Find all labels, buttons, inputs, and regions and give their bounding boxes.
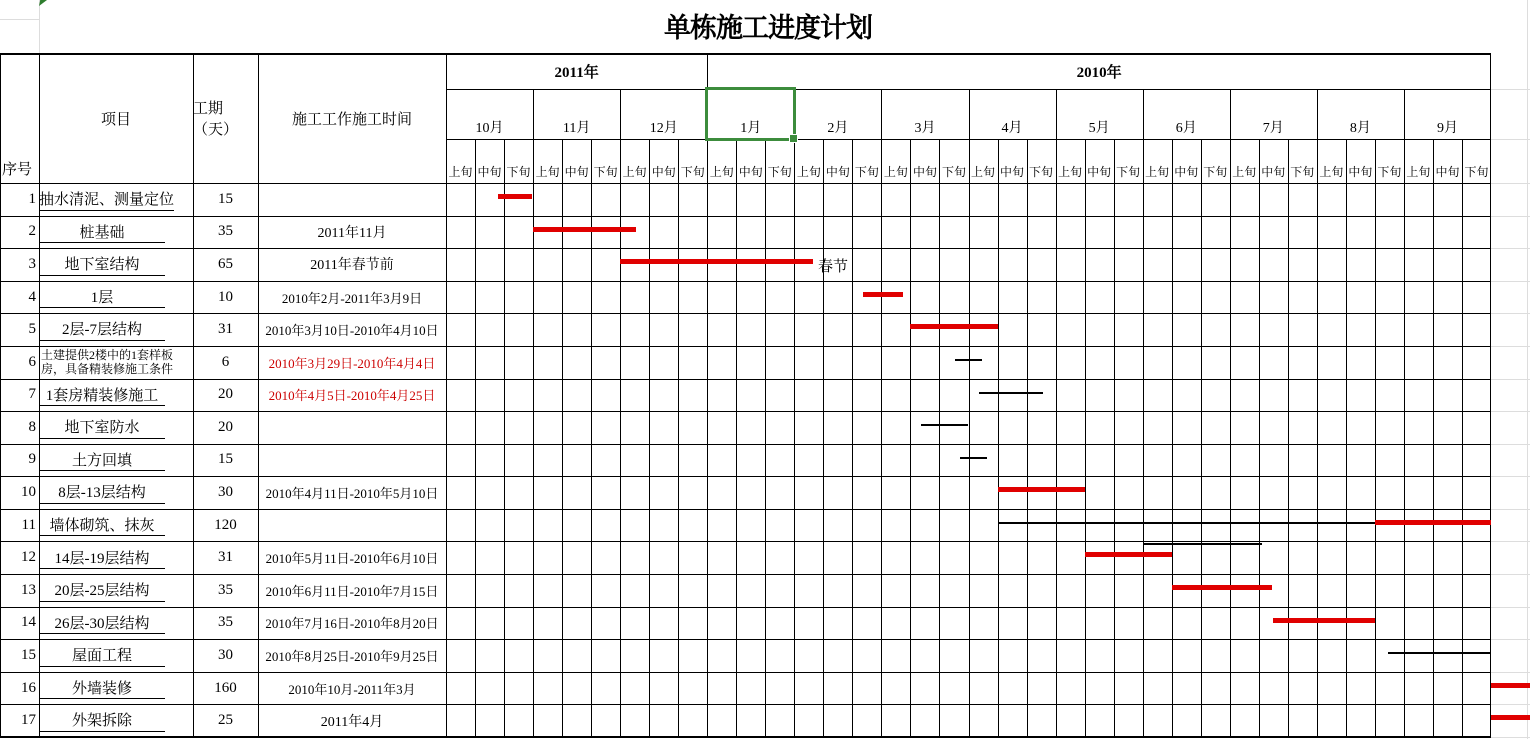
project-label: 1套房精装修施工 xyxy=(39,388,165,407)
month-header[interactable]: 12月 xyxy=(649,121,678,136)
period-header[interactable]: 上旬 xyxy=(796,165,821,179)
row-duration[interactable]: 35 xyxy=(218,581,233,598)
row-seq[interactable]: 16 xyxy=(21,679,36,696)
project-label: 墙体砌筑、抹灰 xyxy=(39,518,165,537)
row-time[interactable]: 2011年春节前 xyxy=(310,258,394,274)
gantt-bar-black xyxy=(979,392,1043,394)
margin-gridline xyxy=(1527,0,1528,739)
row-time[interactable]: 2010年8月25日-2010年9月25日 xyxy=(265,649,439,665)
row-time[interactable]: 2010年3月29日-2010年4月4日 xyxy=(268,355,436,371)
row-project[interactable] xyxy=(39,639,193,672)
col-header-time[interactable]: 施工工作施工时间 xyxy=(291,111,412,128)
period-header[interactable]: 上旬 xyxy=(1232,165,1257,179)
row-seq[interactable]: 11 xyxy=(21,516,36,533)
row-seq[interactable]: 6 xyxy=(28,353,36,370)
gridline xyxy=(1230,89,1231,737)
month-header[interactable]: 4月 xyxy=(1001,121,1023,136)
margin-gridline xyxy=(1491,639,1530,640)
gantt-bar-black xyxy=(921,424,969,426)
gridline xyxy=(1288,139,1289,737)
row-duration[interactable]: 30 xyxy=(218,484,233,501)
row-time[interactable]: 2010年2月-2011年3月9日 xyxy=(281,290,423,306)
project-label: 屋面工程 xyxy=(39,648,165,667)
gantt-bar-red xyxy=(498,194,531,199)
col-header-duration[interactable]: 工期（天） xyxy=(193,101,239,138)
row-project[interactable] xyxy=(39,476,193,509)
row-duration[interactable]: 35 xyxy=(218,223,233,240)
month-header[interactable]: 2月 xyxy=(827,121,849,136)
row-project[interactable] xyxy=(39,541,193,574)
period-header[interactable]: 下旬 xyxy=(1203,165,1228,179)
row-seq[interactable]: 4 xyxy=(28,288,36,305)
project-label: 地下室防水 xyxy=(39,420,165,439)
row-project[interactable] xyxy=(39,704,193,737)
margin-gridline xyxy=(1491,607,1530,608)
gridline xyxy=(939,139,940,737)
gantt-bar-red xyxy=(1375,520,1491,525)
gridline xyxy=(649,139,650,737)
margin-gridline xyxy=(1491,379,1530,380)
gridline xyxy=(1346,139,1347,737)
period-header[interactable]: 上旬 xyxy=(1145,165,1170,179)
row-duration[interactable]: 15 xyxy=(218,451,233,468)
margin-gridline xyxy=(1491,313,1530,314)
row-time[interactable]: 2010年3月10日-2010年4月10日 xyxy=(265,323,439,339)
row-project[interactable]: 土建提供2楼中的1套样板房，具备精装修施工条件 xyxy=(41,347,174,377)
row-project[interactable] xyxy=(39,444,193,477)
gridline xyxy=(1172,139,1173,737)
row-seq[interactable]: 13 xyxy=(21,581,36,598)
row-time[interactable]: 2011年4月 xyxy=(320,714,384,730)
period-header[interactable]: 中旬 xyxy=(825,165,850,179)
row-seq[interactable]: 10 xyxy=(21,484,36,501)
month-header[interactable]: 5月 xyxy=(1088,121,1110,136)
gantt-bar-black xyxy=(998,522,1375,524)
gridline xyxy=(1056,89,1057,737)
project-label: 外墙装修 xyxy=(39,681,165,700)
gridline xyxy=(794,89,795,737)
period-header[interactable]: 下旬 xyxy=(1116,165,1141,179)
row-time[interactable]: 2010年5月11日-2010年6月10日 xyxy=(265,551,439,567)
row-project[interactable] xyxy=(39,183,193,216)
gridline xyxy=(1114,139,1115,737)
row-project[interactable] xyxy=(39,281,193,314)
month-header[interactable]: 6月 xyxy=(1175,121,1197,136)
gridline xyxy=(1201,139,1202,737)
spring-festival-annotation: 春节 xyxy=(818,259,849,275)
row-project[interactable] xyxy=(39,248,193,281)
gridline xyxy=(852,139,853,737)
period-header[interactable]: 上旬 xyxy=(971,165,996,179)
period-header[interactable]: 上旬 xyxy=(1319,165,1344,179)
project-label: 26层-30层结构 xyxy=(39,616,165,635)
period-header[interactable]: 中旬 xyxy=(564,165,589,179)
fill-handle[interactable] xyxy=(789,134,798,143)
gridline xyxy=(1404,89,1405,737)
project-label: 20层-25层结构 xyxy=(39,583,165,602)
period-header[interactable]: 下旬 xyxy=(506,165,531,179)
gantt-bar-black xyxy=(1388,652,1491,654)
green-flag-icon xyxy=(39,0,47,6)
margin-gridline xyxy=(1491,704,1530,705)
gridline xyxy=(765,139,766,737)
row-seq[interactable]: 2 xyxy=(28,223,36,240)
row-project[interactable] xyxy=(39,216,193,249)
margin-gridline xyxy=(1491,281,1530,282)
margin-gridline xyxy=(1491,574,1530,575)
row-duration[interactable]: 6 xyxy=(221,353,230,370)
row-seq[interactable]: 17 xyxy=(21,712,36,729)
gridline xyxy=(1085,139,1086,737)
period-header[interactable]: 上旬 xyxy=(535,165,560,179)
project-label: 14层-19层结构 xyxy=(39,551,165,570)
row-duration[interactable]: 120 xyxy=(214,516,237,533)
period-header[interactable]: 中旬 xyxy=(1435,165,1460,179)
gantt-bar-red xyxy=(1172,585,1272,590)
month-header[interactable]: 9月 xyxy=(1436,121,1458,136)
gantt-bar-red xyxy=(1491,715,1530,720)
project-label: 1层 xyxy=(39,290,165,309)
col-header-project[interactable]: 项目 xyxy=(100,111,131,128)
period-header[interactable]: 中旬 xyxy=(1174,165,1199,179)
project-label: 外架拆除 xyxy=(39,713,165,732)
row-time[interactable] xyxy=(258,444,446,477)
period-header[interactable]: 下旬 xyxy=(1377,165,1402,179)
row-duration[interactable]: 31 xyxy=(218,321,233,338)
month-header[interactable]: 10月 xyxy=(475,121,504,136)
period-header[interactable]: 上旬 xyxy=(1058,165,1083,179)
row-time[interactable]: 2011年11月 xyxy=(317,225,387,241)
gridline xyxy=(1433,139,1434,737)
row-project[interactable] xyxy=(39,411,193,444)
project-label: 土方回填 xyxy=(39,453,165,472)
gantt-bar-black xyxy=(960,457,988,459)
row-time[interactable] xyxy=(258,183,446,216)
gantt-bar-red xyxy=(620,259,813,264)
row-project[interactable] xyxy=(39,607,193,640)
row-duration[interactable]: 31 xyxy=(218,549,233,566)
margin-gridline xyxy=(1491,476,1530,477)
gantt-bar-red xyxy=(1491,683,1530,688)
gridline xyxy=(998,139,999,737)
gantt-bar-red xyxy=(863,292,904,297)
gantt-bar-red xyxy=(533,227,636,232)
margin-gridline xyxy=(1491,139,1530,140)
period-header[interactable]: 下旬 xyxy=(680,165,705,179)
row-duration[interactable]: 30 xyxy=(218,647,233,664)
row-project[interactable] xyxy=(39,672,193,705)
gridline xyxy=(1462,139,1463,737)
row-project[interactable] xyxy=(39,509,193,542)
period-header[interactable]: 上旬 xyxy=(709,165,734,179)
month-header-selected[interactable]: 1月 xyxy=(740,121,762,136)
row-time[interactable] xyxy=(258,411,446,444)
gridline xyxy=(1027,139,1028,737)
gridline xyxy=(823,139,824,737)
gridline xyxy=(1259,139,1260,737)
row-seq[interactable]: 9 xyxy=(28,451,36,468)
project-label: 地下室结构 xyxy=(39,257,165,276)
period-header[interactable]: 中旬 xyxy=(1348,165,1373,179)
col-header-seq[interactable]: 序号 xyxy=(2,162,33,178)
gridline xyxy=(881,89,882,737)
row-seq[interactable]: 12 xyxy=(21,549,36,566)
year-header[interactable]: 2011年 xyxy=(554,64,599,81)
margin-gridline xyxy=(1491,216,1530,217)
sheet-title: 单栋施工进度计划 xyxy=(664,13,872,43)
row-duration[interactable]: 160 xyxy=(214,679,237,696)
selected-cell-box[interactable] xyxy=(705,87,796,141)
gantt-bar-red xyxy=(998,487,1085,492)
margin-gridline xyxy=(0,19,39,20)
gridline xyxy=(678,139,679,737)
gridline xyxy=(475,139,476,737)
period-header[interactable]: 下旬 xyxy=(941,165,966,179)
row-time[interactable]: 2010年4月11日-2010年5月10日 xyxy=(265,486,439,502)
row-seq[interactable]: 7 xyxy=(28,386,36,403)
row-duration[interactable]: 10 xyxy=(218,288,233,305)
gridline xyxy=(1375,139,1376,737)
row-seq[interactable]: 5 xyxy=(28,321,36,338)
period-header[interactable]: 中旬 xyxy=(1261,165,1286,179)
project-label: 桩基础 xyxy=(39,225,165,244)
row-seq[interactable]: 8 xyxy=(28,418,36,435)
project-label: 抽水清泥、测量定位 xyxy=(39,192,174,211)
margin-gridline xyxy=(1491,248,1530,249)
period-header[interactable]: 下旬 xyxy=(1029,165,1054,179)
gridline xyxy=(1317,89,1318,737)
margin-gridline xyxy=(1491,509,1530,510)
row-duration[interactable]: 35 xyxy=(218,614,233,631)
row-project[interactable] xyxy=(39,379,193,412)
gantt-bar-red xyxy=(1273,618,1375,623)
margin-gridline xyxy=(39,0,40,53)
gantt-bar-red xyxy=(910,324,997,329)
period-header[interactable]: 上旬 xyxy=(448,165,473,179)
row-project[interactable] xyxy=(39,313,193,346)
row-duration[interactable]: 25 xyxy=(218,712,233,729)
period-header[interactable]: 上旬 xyxy=(1406,165,1431,179)
row-duration[interactable]: 20 xyxy=(218,418,233,435)
row-seq[interactable]: 14 xyxy=(21,614,36,631)
period-header[interactable]: 中旬 xyxy=(651,165,676,179)
month-header[interactable]: 11月 xyxy=(562,121,591,136)
gantt-bar-black xyxy=(1143,543,1262,545)
period-header[interactable]: 中旬 xyxy=(1000,165,1025,179)
row-time[interactable] xyxy=(258,509,446,542)
margin-gridline xyxy=(1491,346,1530,347)
row-seq[interactable]: 3 xyxy=(28,255,36,272)
gridline xyxy=(504,139,505,737)
month-header[interactable]: 8月 xyxy=(1349,121,1371,136)
year-header[interactable]: 2010年 xyxy=(1076,64,1122,81)
gridline xyxy=(707,89,708,737)
gridline xyxy=(910,139,911,737)
project-label: 2层-7层结构 xyxy=(39,322,165,341)
gridline xyxy=(1143,89,1144,737)
month-header[interactable]: 7月 xyxy=(1262,121,1284,136)
period-header[interactable]: 中旬 xyxy=(477,165,502,179)
period-header[interactable]: 中旬 xyxy=(738,165,763,179)
margin-gridline xyxy=(1491,411,1530,412)
row-project[interactable] xyxy=(39,574,193,607)
margin-gridline xyxy=(1491,444,1530,445)
period-header[interactable]: 下旬 xyxy=(593,165,618,179)
margin-gridline xyxy=(1491,541,1530,542)
row-time[interactable]: 2010年6月11日-2010年7月15日 xyxy=(265,583,439,599)
margin-gridline xyxy=(1491,737,1530,738)
gantt-bar-red xyxy=(1085,552,1172,557)
period-header[interactable]: 上旬 xyxy=(622,165,647,179)
gridline xyxy=(620,89,621,737)
row-duration[interactable]: 15 xyxy=(218,190,233,207)
project-label: 8层-13层结构 xyxy=(39,485,165,504)
margin-gridline xyxy=(1491,89,1530,90)
row-time[interactable]: 2010年7月16日-2010年8月20日 xyxy=(265,616,439,632)
row-seq[interactable]: 15 xyxy=(21,647,36,664)
period-header[interactable]: 中旬 xyxy=(1087,165,1112,179)
period-header[interactable]: 下旬 xyxy=(1464,165,1489,179)
gridline xyxy=(969,89,970,737)
period-header[interactable]: 上旬 xyxy=(883,165,908,179)
row-time[interactable]: 2010年4月5日-2010年4月25日 xyxy=(268,388,436,404)
gantt-bar-black xyxy=(955,359,981,361)
gridline xyxy=(736,139,737,737)
period-header[interactable]: 下旬 xyxy=(1290,165,1315,179)
margin-gridline xyxy=(1491,183,1530,184)
month-header[interactable]: 3月 xyxy=(914,121,936,136)
row-duration[interactable]: 65 xyxy=(218,255,233,272)
row-seq[interactable]: 1 xyxy=(28,190,36,207)
gridline xyxy=(533,89,534,737)
period-header[interactable]: 下旬 xyxy=(767,165,792,179)
row-time[interactable]: 2010年10月-2011年3月 xyxy=(288,681,416,697)
margin-gridline xyxy=(1491,672,1530,673)
period-header[interactable]: 下旬 xyxy=(854,165,879,179)
row-duration[interactable]: 20 xyxy=(218,386,233,403)
period-header[interactable]: 中旬 xyxy=(912,165,937,179)
